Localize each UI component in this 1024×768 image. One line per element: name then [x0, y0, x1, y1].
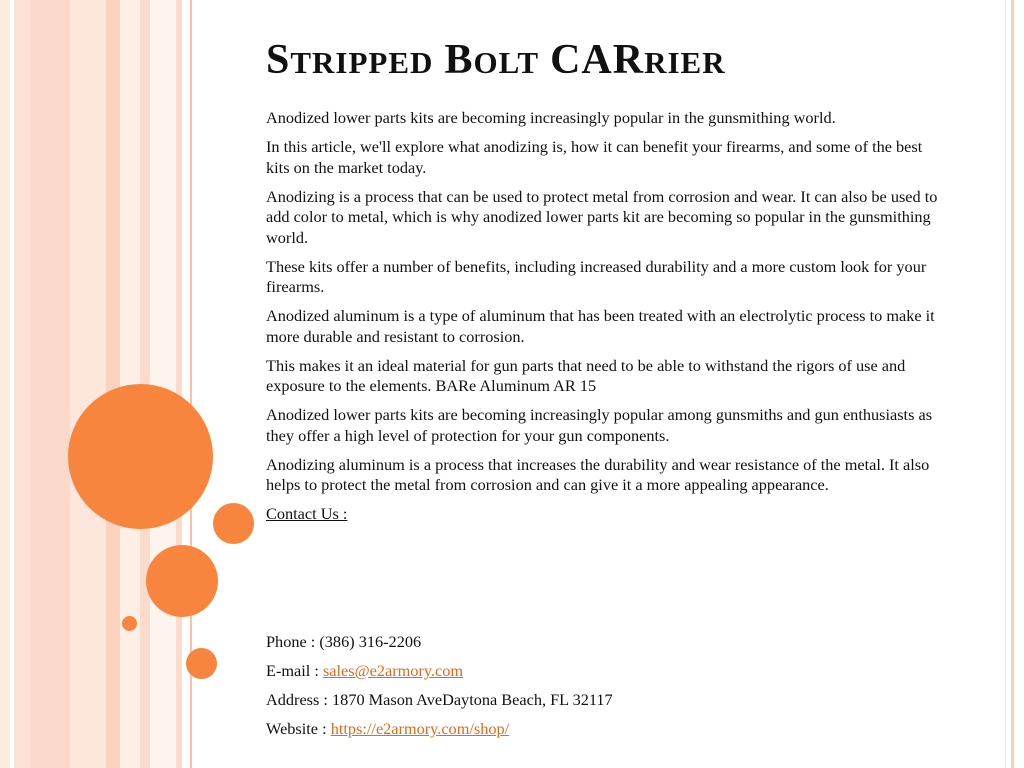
tiny-orange-circle: [122, 616, 137, 631]
phone-line: [266, 632, 946, 653]
paragraph: Anodized aluminum is a type of aluminum that has been treated with an electrolytic process to make it more durable and resistant to corrosion.: [266, 306, 935, 346]
right-border-line: [1011, 0, 1014, 768]
email-label: E-mail :: [266, 661, 323, 680]
website-label: Website :: [266, 719, 331, 738]
right-border-thin-line: [1005, 0, 1006, 768]
phone-value: (386) 316-2206: [319, 632, 422, 651]
large-orange-circle: [68, 384, 213, 529]
contact-info: [266, 632, 946, 748]
body-text: [266, 108, 946, 533]
email-line: [266, 661, 946, 682]
address-line: [266, 690, 946, 711]
small-orange-circle-bottom: [186, 648, 217, 679]
paragraph: Anodized lower parts kits are becoming increasingly popular among gunsmiths and gun enthusiasts as they offer a high level of protection for your gun components.: [266, 405, 933, 445]
email-link[interactable]: sales@e2armory.com: [322, 661, 464, 680]
paragraph: In this article, we'll explore what anodizing is, how it can benefit your firearms, and some of the best kits on the market today.: [266, 137, 923, 177]
paragraph: Anodized lower parts kits are becoming increasingly popular in the gunsmithing world.: [266, 108, 836, 127]
contact-us-link[interactable]: Contact Us :: [266, 504, 348, 523]
decorative-stripes: [0, 0, 200, 768]
paragraph: Anodizing aluminum is a process that increases the durability and wear resistance of the metal. It also helps to protect the metal from corrosion and can give it a more appealing appearance.: [266, 454, 930, 494]
paragraph: This makes it an ideal material for gun parts that need to be able to withstand the rigors of use and exposure to the elements. BARe Aluminum AR 15: [266, 355, 906, 395]
website-link[interactable]: https://e2armory.com/shop/: [330, 719, 510, 738]
address-label: Address :: [266, 690, 333, 709]
medium-orange-circle: [146, 545, 218, 617]
phone-label: Phone :: [266, 632, 320, 651]
website-line: [266, 719, 946, 740]
paragraph: These kits offer a number of benefits, including increased durability and a more custom look for your firearms.: [266, 256, 927, 296]
page-title: STRIPPED BOLT CARRIER: [266, 37, 726, 83]
small-orange-circle: [213, 503, 254, 544]
paragraph: Anodizing is a process that can be used to protect metal from corrosion and wear. It can also be used to add color to metal, which is why anodized lower parts kit are becoming so popular in the gunsmithing world.: [266, 186, 938, 247]
address-value: 1870 Mason AveDaytona Beach, FL 32117: [332, 690, 613, 709]
